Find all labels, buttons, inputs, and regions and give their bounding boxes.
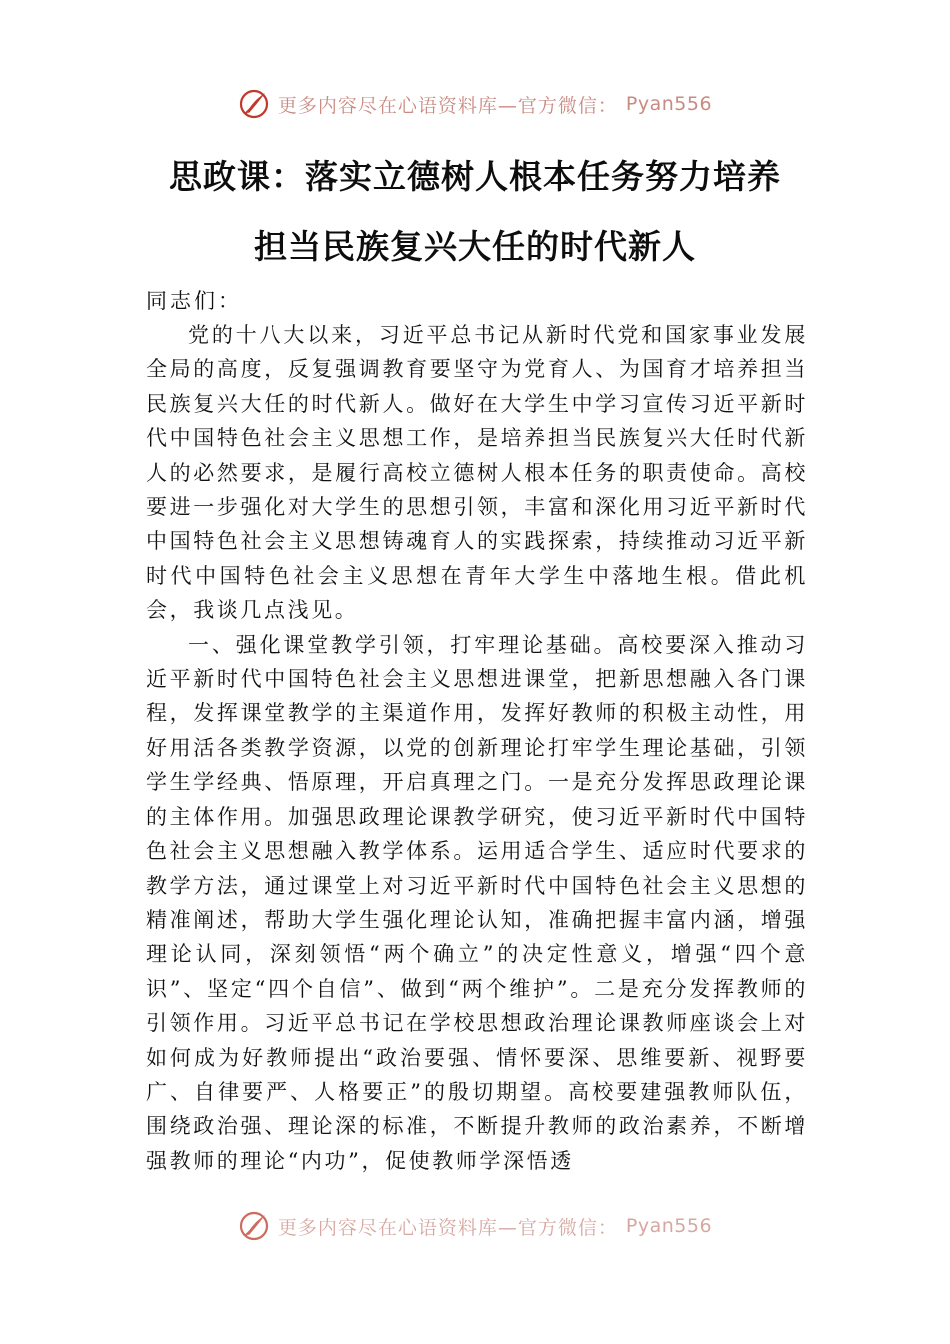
quill-pen-icon [238,88,270,120]
paragraph-section-1: 一、强化课堂教学引领，打牢理论基础。高校要深入推动习近平新时代中国特色社会主义思想进课堂，把新思想融入各门课程，发挥课堂教学的主渠道作用，发挥好教师的积极主动性，用好用活各类教学资源，以党的创新理论打牢学生理论基础，引领学生学经典、悟原理，开启真理之门。一是充分发挥思政理论课的主体作用。加强思政理论课教学研究，使习近平新时代中国特色社会主义思想融入教学体系。运用适合学生、适应时代要求的教学方法，通过课堂上对习近平新时代中国特色社会主义思想的精准阐述，帮助大学生强化理论认知，准确把握丰富内涵，增强理论认同，深刻领悟“两个确立”的决定性意义，增强“四个意识”、坚定“四个自信”、做到“两个维护”。二是充分发挥教师的引领作用。习近平总书记在学校思想政治理论课教师座谈会上对如何成为好教师提出“政治要强、情怀要深、思维要新、视野要广、自律要严、人格要正”的殷切期望。高校要建强教师队伍，围绕政治强、理论深的标准，不断提升教师的政治素养，不断增强教师的理论“内功”，促使教师学深悟透 [146,632,808,1173]
watermark-wechat-id: Pyan556 [625,93,713,115]
document-title-line-1: 思政课：落实立德树人根本任务努力培养 [169,157,781,196]
watermark-footer [0,1208,950,1244]
watermark-text: 更多内容尽在心语资料库—官方微信： [277,1216,618,1239]
document-title-line-2: 担当民族复兴大任的时代新人 [254,227,696,266]
body-text [146,318,808,1178]
salutation: 同志们： [146,289,242,313]
paragraph-intro: 党的十八大以来，习近平总书记从新时代党和国家事业发展全局的高度，反复强调教育要坚守为党育人、为国育才培养担当民族复兴大任的时代新人。做好在大学生中学习宣传习近平新时代中国特色社会主义思想工作，是培养担当民族复兴大任时代新人的必然要求，是履行高校立德树人根本任务的职责使命。高校要进一步强化对大学生的思想引领，丰富和深化用习近平新时代中国特色社会主义思想铸魂育人的实践探索，持续推动习近平新时代中国特色社会主义思想在青年大学生中落地生根。借此机会，我谈几点浅见。 [146,323,808,623]
watermark-wechat-id: Pyan556 [625,1215,713,1237]
watermark-header [0,84,950,124]
quill-pen-icon [238,1210,270,1242]
watermark-text: 更多内容尽在心语资料库—官方微信： [277,94,618,117]
